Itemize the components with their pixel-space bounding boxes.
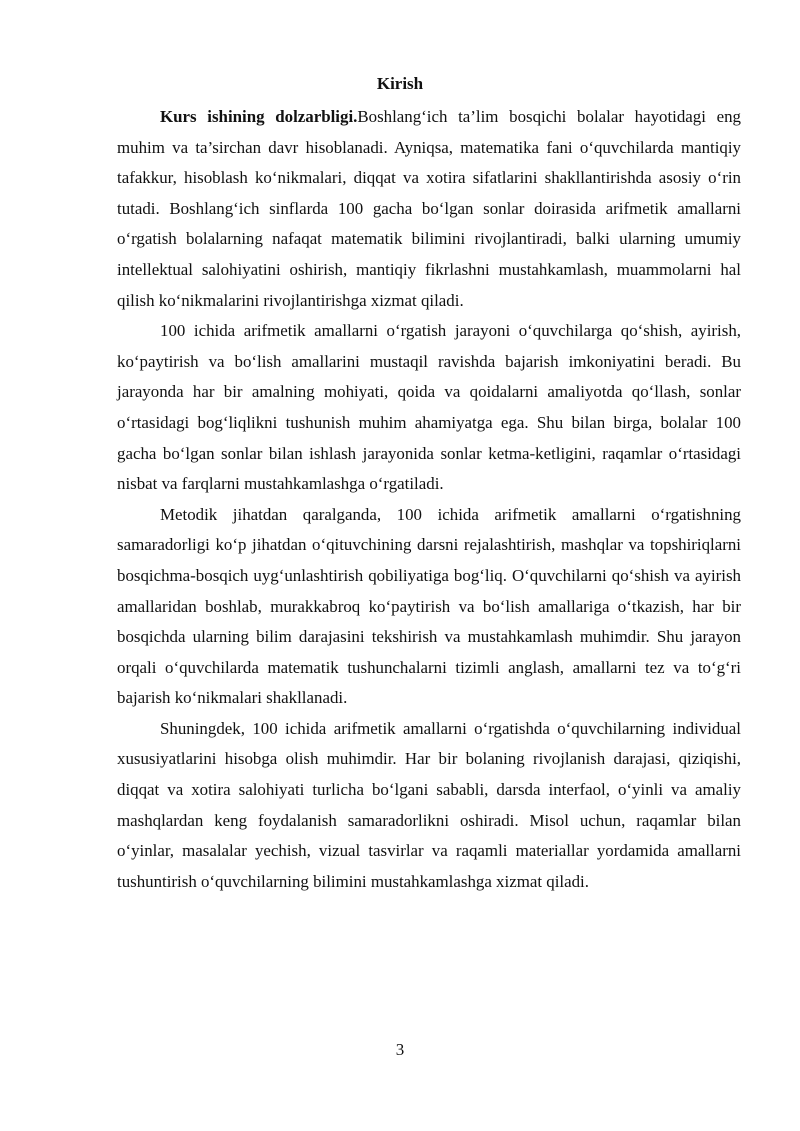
paragraph-text: Shuningdek, 100 ichida arifmetik amallarni o‘rgatishda o‘quvchilarning individual xususiyatlarini hisobga olish muhimdir. Har bir bolaning rivojlanish darajasi, qiziqishi, diqqat va xotira salohiyati turlicha bo‘lgani sababli, darsda interfaol, o‘yinli va amaliy mashqlardan keng foydalanish samaradorlikni oshiradi. Misol uchun, raqamlar bilan o‘yinlar, masalalar yechish, vizual tasvirlar va raqamli materiallar yordamida amallarni tushuntirish o‘quvchilarning bilimini mustahkamlashga xizmat qiladi.	[117, 718, 741, 891]
paragraph-4	[117, 714, 741, 898]
paragraph-text: Metodik jihatdan qaralganda, 100 ichida arifmetik amallarni o‘rgatishning samaradorligi ko‘p jihatdan o‘qituvchining darsni rejalashtirish, mashqlar va topshiriqlarni bosqichma-bosqich uyg‘unlashtirish qobiliyatiga bog‘liq. O‘quvchilarni qo‘shish va ayirish amallaridan boshlab, murakkabroq ko‘paytirish va bo‘lish amallariga o‘tkazish, har bir bosqichda ularning bilim darajasini tekshirish va mustahkamlash muhimdir. Shu jarayon orqali o‘quvchilarda matematik tushunchalarni tizimli anglash, amallarni tez va to‘g‘ri bajarish ko‘nikmalari shakllanadi.	[117, 504, 741, 708]
paragraph-3	[117, 500, 741, 714]
page-number: 3	[395, 1040, 405, 1059]
body-text	[117, 102, 741, 897]
section-title: Kirish	[376, 74, 424, 93]
paragraph-text: 100 ichida arifmetik amallarni o‘rgatish jarayoni o‘quvchilarga qo‘shish, ayirish, ko‘paytirish va bo‘lish amallarini mustaqil ravishda bajarish imkoniyatini beradi. Bu jarayonda har bir amalning mohiyati, qoida va qoidalarni amaliyotda qo‘llash, sonlar o‘rtasidagi bog‘liqlikni tushunish muhim ahamiyatga ega. Shu bilan birga, bolalar 100 gacha bo‘lgan sonlar bilan ishlash jarayonida sonlar ketma-ketligini, raqamlar o‘rtasidagi nisbat va farqlarni mustahkamlashga o‘rgatiladi.	[117, 321, 741, 494]
paragraph-1	[117, 102, 741, 316]
paragraph-text: Boshlang‘ich ta’lim bosqichi bolalar hayotidagi eng muhim va ta’sirchan davr hisoblanadi. Ayniqsa, matematika fani o‘quvchilarda mantiqiy tafakkur, hisoblash ko‘nikmalari, diqqat va xotira sifatlarini shakllantirishda asosiy o‘rin tutadi. Boshlang‘ich sinflarda 100 gacha bo‘lgan sonlar doirasida arifmetik amallarni o‘rgatish bolalarning nafaqat matematik bilimini rivojlantiradi, balki ularning umumiy intellektual salohiyatini oshirish, mantiqiy fikrlashni mustahkamlash, muammolarni hal qilish ko‘nikmalarini rivojlantirishga xizmat qiladi.	[117, 107, 741, 310]
paragraph-lead: Kurs ishining dolzarbligi.	[160, 107, 358, 126]
paragraph-2	[117, 316, 741, 500]
